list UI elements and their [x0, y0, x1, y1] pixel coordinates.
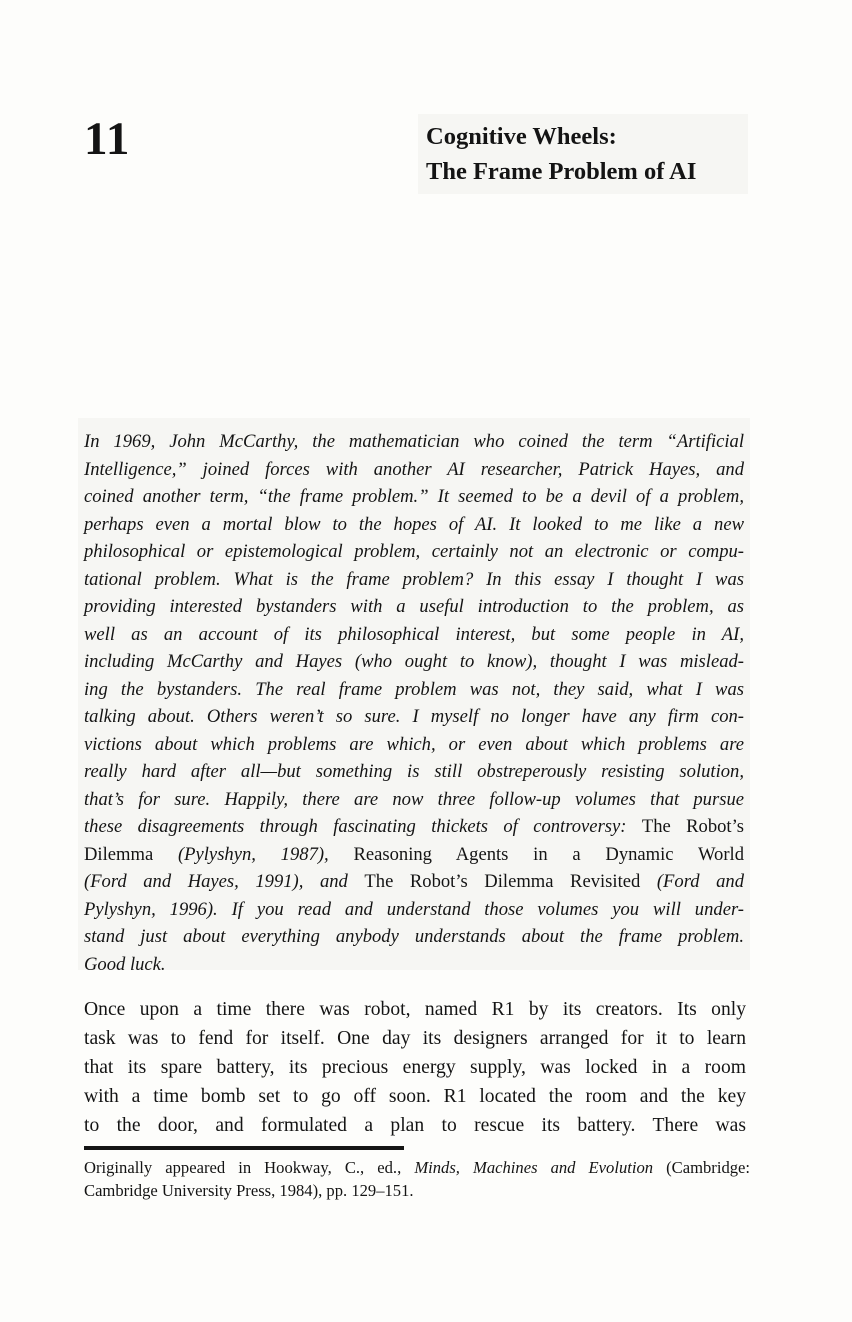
body-paragraph-line-4: with a time bomb set to go off soon. R1 located the room and the key [84, 1086, 746, 1107]
footnote-rule [84, 1146, 404, 1150]
epigraph-paragraph-line-7: providing interested bystanders with a useful introduction to the problem, as [84, 596, 744, 617]
epigraph-paragraph-line-14: that’s for sure. Happily, there are now three follow-up volumes that pursue [84, 788, 744, 810]
page-title [426, 119, 746, 189]
epigraph-paragraph-line-4: perhaps even a mortal blow to the hopes of AI. It looked to me like a new [84, 513, 744, 535]
epigraph-paragraph-line-19: stand just about everything anybody understands about the frame problem. [84, 926, 744, 947]
epigraph-paragraph-line-8: well as an account of its philosophical interest, but some people in AI, [84, 623, 744, 645]
epigraph-paragraph-line-6: tational problem. What is the frame problem? In this essay I thought I was [84, 568, 744, 590]
epigraph-paragraph-line-2: Intelligence,” joined forces with another AI researcher, Patrick Hayes, and [84, 458, 744, 480]
epigraph-paragraph [84, 428, 744, 978]
footnote-text-line-1: Originally appeared in Hookway, C., ed., Minds, Machines and Evolution (Cambridge: [84, 1158, 751, 1177]
epigraph-paragraph-line-12: victions about which problems are which, or even about which problems are [84, 733, 744, 755]
epigraph-paragraph-line-18: Pylyshyn, 1996). If you read and understand those volumes you will under- [84, 898, 744, 920]
epigraph-paragraph-line-16: Dilemma (Pylyshyn, 1987), Reasoning Agents in a Dynamic World [84, 843, 744, 865]
epigraph-paragraph-line-17: (Ford and Hayes, 1991), and The Robot’s Dilemma Revisited (Ford and [84, 871, 744, 892]
body-paragraph-line-3: that its spare battery, its precious energy supply, was locked in a room [84, 1057, 746, 1078]
footnote-text-line-2: Cambridge University Press, 1984), pp. 129–151. [84, 1180, 414, 1200]
epigraph-paragraph-line-20: Good luck. [84, 953, 166, 975]
page-title-line1: Cognitive Wheels: [426, 123, 617, 150]
epigraph-paragraph-line-1: In 1969, John McCarthy, the mathematician who coined the term “Artificial [84, 431, 744, 452]
epigraph-paragraph-line-13: really hard after all—but something is still obstreperously resisting solution, [84, 761, 744, 782]
page-title-line2: The Frame Problem of AI [426, 158, 697, 185]
body-paragraph-line-2: task was to fend for itself. One day its designers arranged for it to learn [84, 1028, 746, 1049]
body-paragraph-line-5: to the door, and formulated a plan to rescue its battery. There was [84, 1115, 746, 1136]
epigraph-paragraph-line-3: coined another term, “the frame problem.” It seemed to be a devil of a problem, [84, 486, 744, 507]
epigraph-paragraph-line-5: philosophical or epistemological problem, certainly not an electronic or compu- [84, 541, 744, 562]
body-paragraph-line-1: Once upon a time there was robot, named R1 by its creators. Its only [84, 999, 746, 1020]
body-paragraph [84, 995, 746, 1140]
epigraph-paragraph-line-15: these disagreements through fascinating thickets of controversy: The Robot’s [84, 816, 744, 837]
epigraph-paragraph-line-11: talking about. Others weren’t so sure. I myself no longer have any firm con- [84, 706, 744, 727]
chapter-number: 11 [84, 113, 131, 165]
epigraph-paragraph-line-10: ing the bystanders. The real frame problem was not, they said, what I was [84, 678, 744, 700]
footnote-text [84, 1157, 750, 1202]
epigraph-paragraph-line-9: including McCarthy and Hayes (who ought to know), thought I was mislead- [84, 651, 744, 672]
